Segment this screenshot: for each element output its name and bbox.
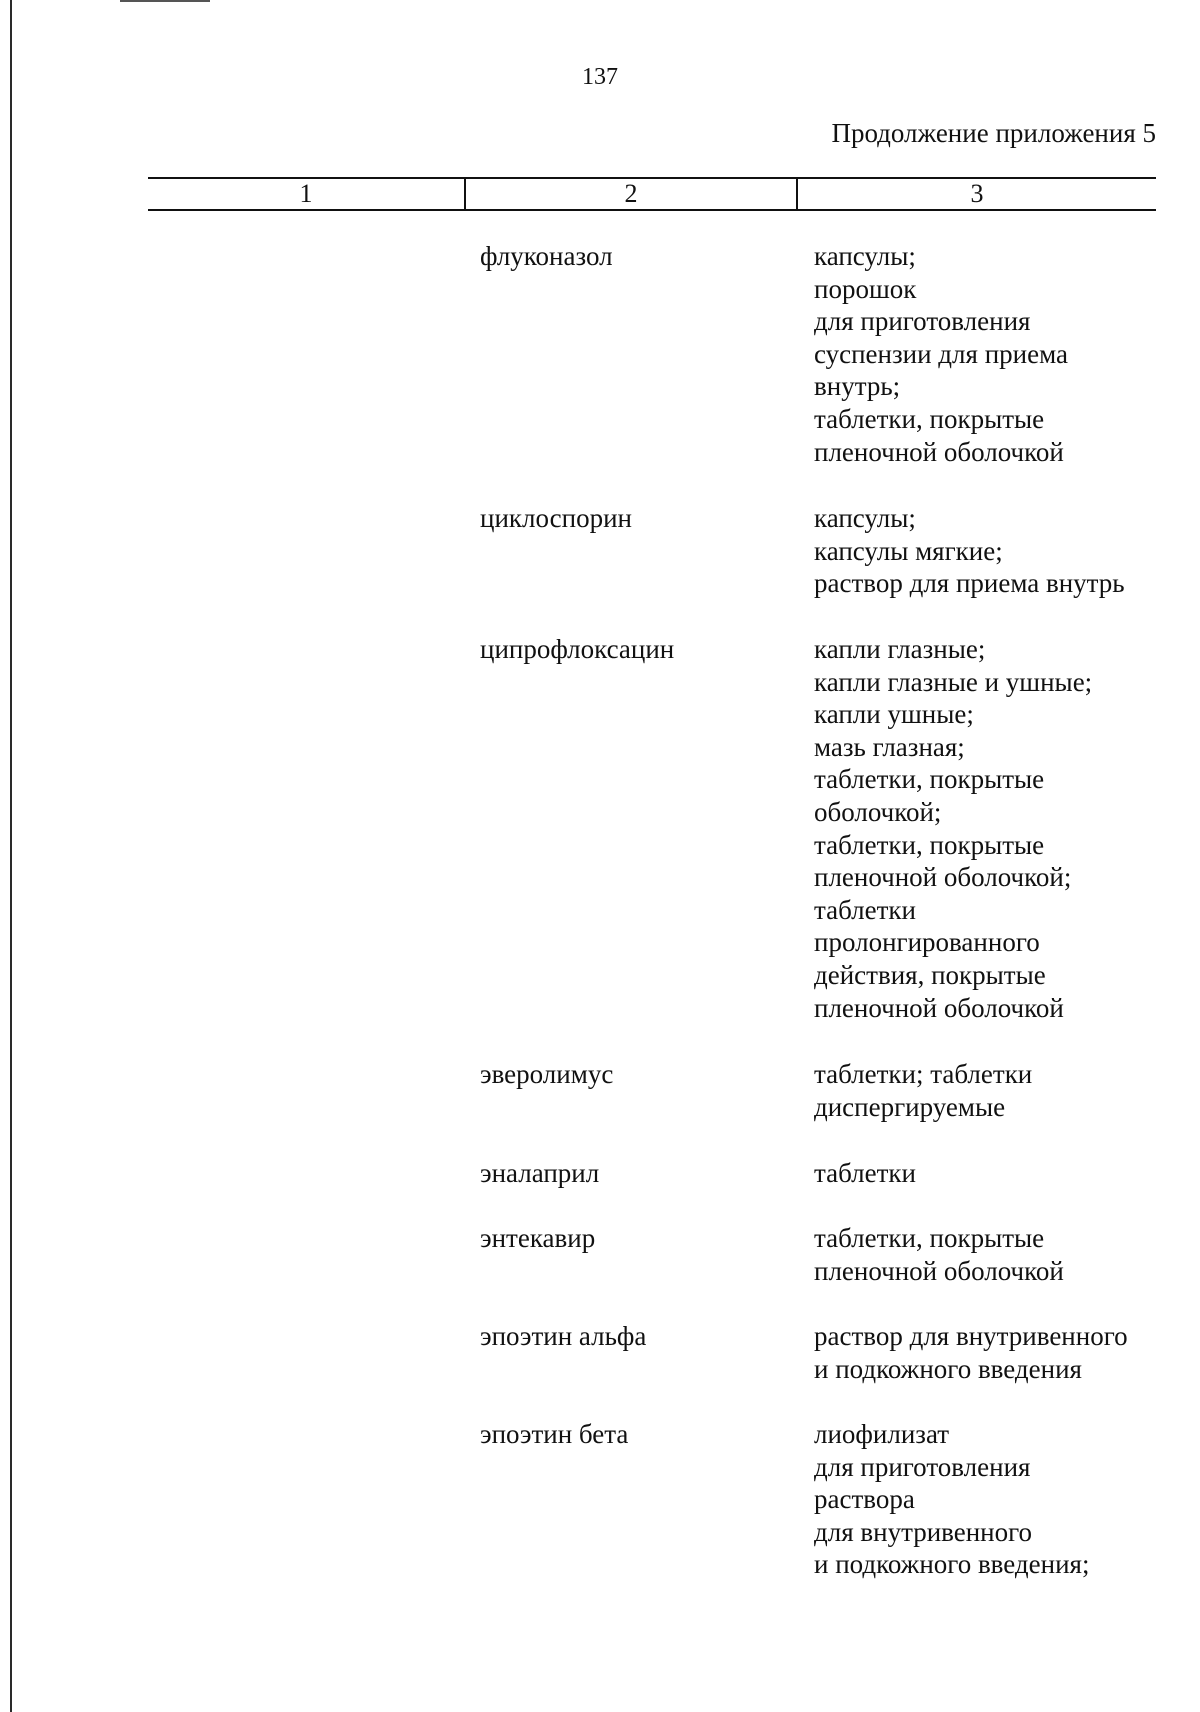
dosage-form: таблетки; таблетки <box>814 1059 1033 1089</box>
drug-name: циклоспорин <box>480 503 632 533</box>
dosage-form: мазь глазная; <box>814 731 965 762</box>
dosage-forms <box>814 1058 1154 1123</box>
dosage-forms <box>814 240 1154 468</box>
dosage-form: для приготовления <box>814 306 1031 337</box>
drug-name: ципрофлоксацин <box>480 634 675 664</box>
dosage-forms <box>814 1320 1154 1385</box>
scan-edge-left <box>10 0 12 1712</box>
dosage-form: капсулы; <box>814 241 916 271</box>
appendix-note: Продолжение приложения 5 <box>831 118 1156 148</box>
drug-name: эналаприл <box>480 1158 600 1188</box>
dosage-form: диспергируемые <box>814 1091 1006 1122</box>
dosage-form: и подкожного введения; <box>814 1549 1090 1580</box>
column-header-3: 3 <box>970 179 984 208</box>
dosage-form: таблетки, покрытые <box>814 403 1045 434</box>
dosage-form: внутрь; <box>814 371 901 402</box>
dosage-form: пленочной оболочкой <box>814 1255 1064 1286</box>
dosage-form: и подкожного введения <box>814 1353 1082 1384</box>
dosage-form: капли глазные; <box>814 634 986 664</box>
column-header-1: 1 <box>148 179 466 209</box>
dosage-form: капсулы мягкие; <box>814 535 1003 566</box>
dosage-form: порошок <box>814 273 917 304</box>
dosage-form: капли глазные и ушные; <box>814 666 1093 697</box>
dosage-form: раствора <box>814 1484 915 1515</box>
dosage-form: для внутривенного <box>814 1516 1033 1547</box>
drug-name: эпоэтин альфа <box>480 1321 647 1351</box>
dosage-form: таблетки, покрытые <box>814 764 1045 795</box>
dosage-form: пленочной оболочкой <box>814 436 1064 467</box>
dosage-form: лиофилизат <box>814 1419 950 1449</box>
dosage-form: раствор для внутривенного <box>814 1321 1128 1351</box>
scan-edge-top <box>120 0 210 2</box>
dosage-forms <box>814 502 1154 600</box>
table-header <box>148 177 1156 211</box>
drug-name: эверолимус <box>480 1059 614 1089</box>
drug-name: энтекавир <box>480 1223 596 1253</box>
dosage-form: таблетки, покрытые <box>814 829 1045 860</box>
drug-name: эпоэтин бета <box>480 1419 629 1449</box>
dosage-forms <box>814 633 1154 1024</box>
dosage-form: оболочкой; <box>814 796 942 827</box>
page-number: 137 <box>582 64 618 90</box>
dosage-form: для приготовления <box>814 1451 1031 1482</box>
column-header-2: 2 <box>466 179 798 209</box>
dosage-form: таблетки <box>814 894 917 925</box>
dosage-form: пленочной оболочкой <box>814 992 1064 1023</box>
dosage-form: капсулы; <box>814 503 916 533</box>
dosage-form: пролонгированного <box>814 927 1040 958</box>
dosage-form: суспензии для приема <box>814 338 1068 369</box>
dosage-forms <box>814 1222 1154 1287</box>
dosage-form: действия, покрытые <box>814 959 1046 990</box>
dosage-form: пленочной оболочкой; <box>814 862 1072 893</box>
drug-name: флуконазол <box>480 241 613 271</box>
dosage-form: раствор для приема внутрь <box>814 568 1125 599</box>
dosage-forms <box>814 1418 1154 1581</box>
dosage-form: капли ушные; <box>814 699 974 730</box>
dosage-forms <box>814 1157 1154 1190</box>
dosage-form: таблетки, покрытые <box>814 1223 1045 1253</box>
dosage-form: таблетки <box>814 1158 917 1188</box>
